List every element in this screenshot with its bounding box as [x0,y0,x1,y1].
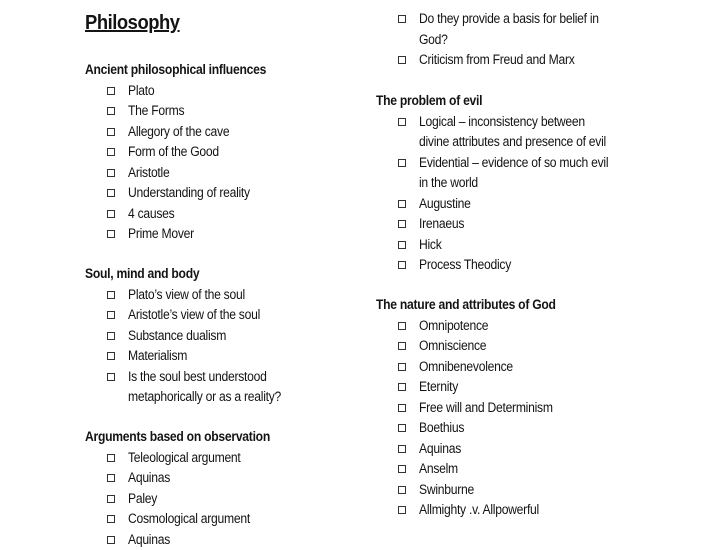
checkbox-icon[interactable] [107,87,115,95]
checkbox-icon[interactable] [107,515,115,523]
checklist-item: Do they provide a basis for belief in [376,9,619,30]
checkbox-icon[interactable] [398,200,406,208]
checkbox-icon[interactable] [398,56,406,64]
checklist-item-continuation: metaphorically or as a reality? [85,387,298,408]
section-arguments-observation [85,427,291,550]
checkbox-icon[interactable] [107,128,115,136]
checkbox-icon[interactable] [398,363,406,371]
checklist-item: Allmighty .v. Allpowerful [376,500,576,521]
checkbox-icon[interactable] [398,486,406,494]
checklist-item: Omnipotence [376,316,576,337]
checklist-item: Materialism [85,346,298,367]
section-heading: The problem of evil [376,91,604,112]
checkbox-icon[interactable] [398,322,406,330]
checklist-item: Aristotle’s view of the soul [85,305,298,326]
checkbox-icon[interactable] [398,506,406,514]
checkbox-icon[interactable] [398,404,406,412]
checkbox-icon[interactable] [107,474,115,482]
checklist-item: Understanding of reality [85,183,286,204]
section-problem-of-evil [376,91,629,276]
checkbox-icon[interactable] [107,454,115,462]
checklist-item-continuation: in the world [376,173,629,194]
checklist-item: Paley [85,489,291,510]
section-ancient-influences [85,60,286,245]
checklist-item: Aquinas [85,530,291,550]
checklist-item: Form of the Good [85,142,286,163]
checklist-item: Allegory of the cave [85,122,286,143]
checkbox-icon[interactable] [398,220,406,228]
checkbox-icon[interactable] [398,118,406,126]
checkbox-icon[interactable] [107,352,115,360]
checklist-item: Criticism from Freud and Marx [376,50,619,71]
checkbox-icon[interactable] [398,261,406,269]
checkbox-icon[interactable] [107,169,115,177]
checkbox-icon[interactable] [107,230,115,238]
checklist-item: 4 causes [85,204,286,225]
checklist-item: Irenaeus [376,214,629,235]
section-continued [376,9,619,71]
checkbox-icon[interactable] [107,373,115,381]
checklist-item: Prime Mover [85,224,286,245]
checklist-item: Aquinas [85,468,291,489]
checklist-item: Is the soul best understood [85,367,298,388]
checklist-item: Aristotle [85,163,286,184]
checklist-item-continuation: divine attributes and presence of evil [376,132,629,153]
checklist-item: Swinburne [376,480,576,501]
checklist-item: Free will and Determinism [376,398,576,419]
checklist-item: Teleological argument [85,448,291,469]
page-title: Philosophy [85,12,180,35]
checklist-item: Cosmological argument [85,509,291,530]
checkbox-icon[interactable] [107,495,115,503]
section-heading: Soul, mind and body [85,264,277,285]
checkbox-icon[interactable] [398,15,406,23]
checkbox-icon[interactable] [398,159,406,167]
checklist-item: Hick [376,235,629,256]
checklist-item: Boethius [376,418,576,439]
checkbox-icon[interactable] [398,342,406,350]
section-soul-mind-body [85,264,298,408]
checkbox-icon[interactable] [107,291,115,299]
checklist-item: Evidential – evidence of so much evil [376,153,629,174]
checklist-item: The Forms [85,101,286,122]
checklist-item: Omniscience [376,336,576,357]
checkbox-icon[interactable] [107,536,115,544]
section-nature-attributes-god [376,295,576,521]
checkbox-icon[interactable] [398,424,406,432]
checklist-item: Eternity [376,377,576,398]
checklist-item: Anselm [376,459,576,480]
checklist-item: Plato’s view of the soul [85,285,298,306]
checklist-item: Logical – inconsistency between [376,112,629,133]
checkbox-icon[interactable] [107,332,115,340]
checklist-item-continuation: God? [376,30,619,51]
checkbox-icon[interactable] [398,465,406,473]
section-heading: Arguments based on observation [85,427,270,448]
checklist-item: Augustine [376,194,629,215]
checkbox-icon[interactable] [107,210,115,218]
checklist-item: Substance dualism [85,326,298,347]
checklist-item: Process Theodicy [376,255,629,276]
checkbox-icon[interactable] [107,107,115,115]
checklist-item: Aquinas [376,439,576,460]
checkbox-icon[interactable] [398,383,406,391]
section-heading: The nature and attributes of God [376,295,556,316]
section-heading: Ancient philosophical influences [85,60,266,81]
checkbox-icon[interactable] [107,189,115,197]
checklist-item: Plato [85,81,286,102]
checkbox-icon[interactable] [398,241,406,249]
checklist-item: Omnibenevolence [376,357,576,378]
checkbox-icon[interactable] [107,311,115,319]
checkbox-icon[interactable] [398,445,406,453]
checkbox-icon[interactable] [107,148,115,156]
